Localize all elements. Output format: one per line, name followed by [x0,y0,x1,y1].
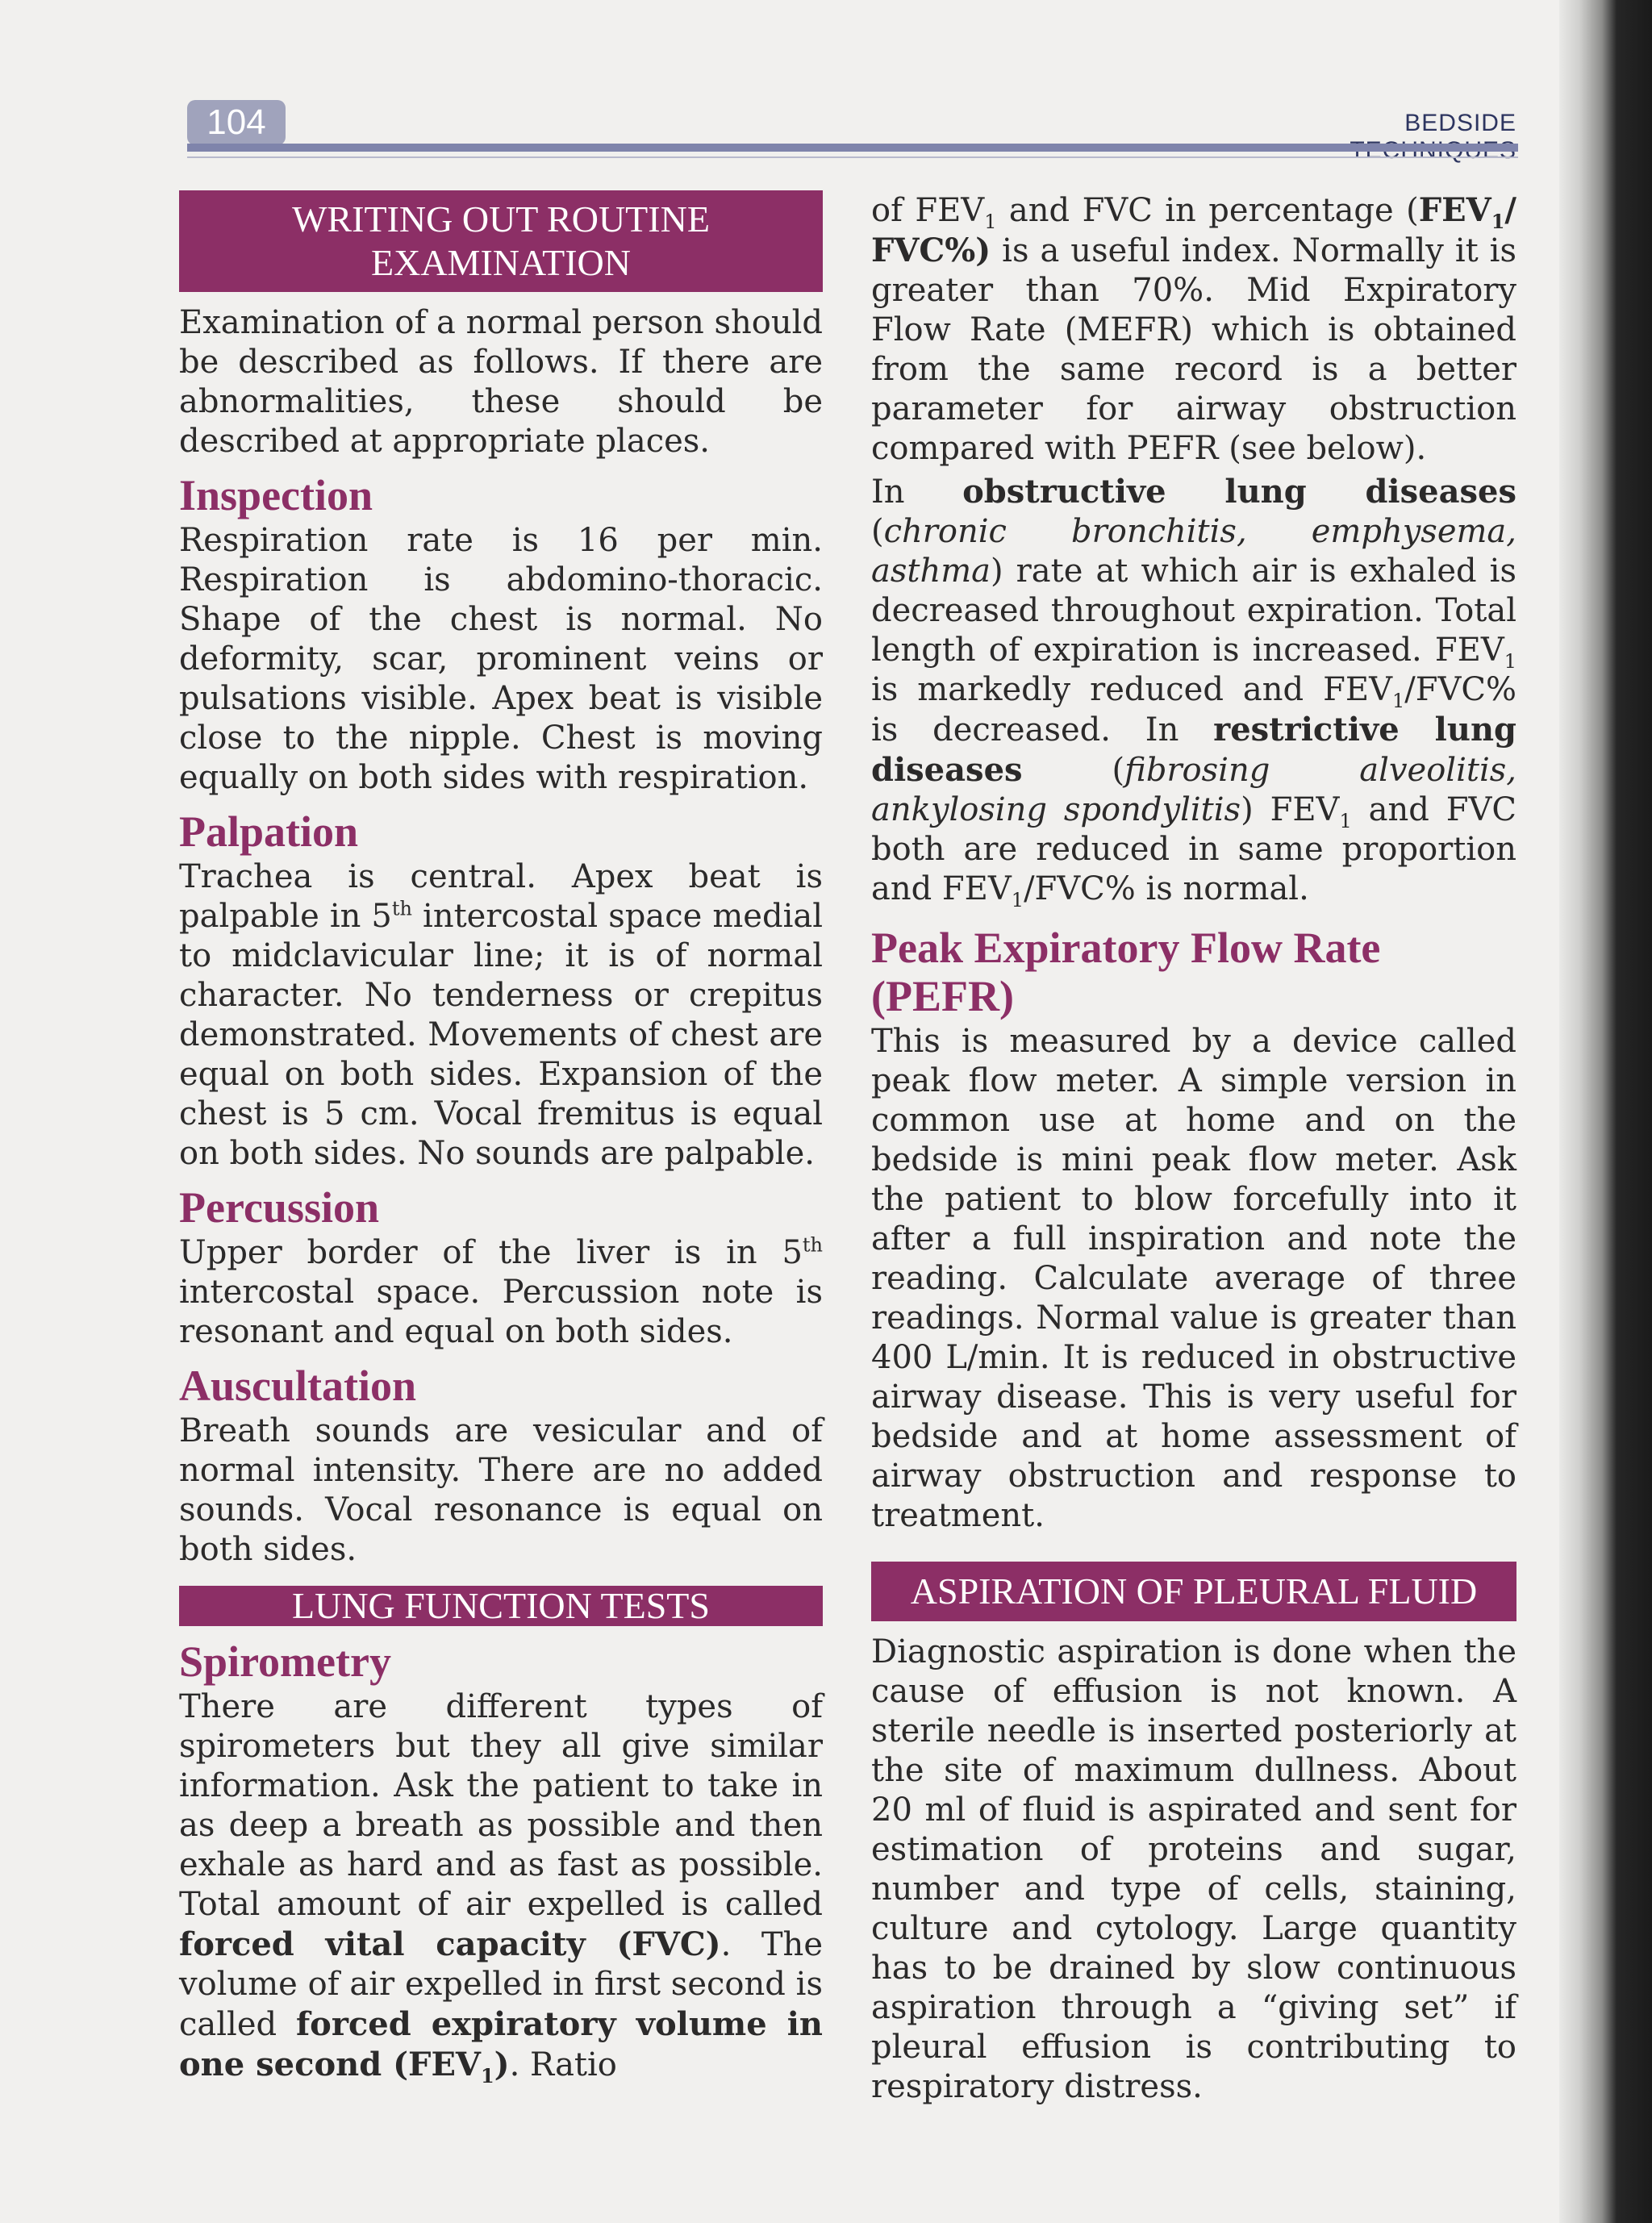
aspiration-paragraph: Diagnostic aspiration is done when the cause of effusion is not known. A sterile needle is inserted posteriorly at the site of maximum dullness. About 20 ml of fluid is aspirated and sent for estimation of proteins and sugar, number and type of cells, staining, culture and cytology. Large quantity has to be drained by slow continuous aspiration through a “giving set” if pleural effusion is contributing to respiratory distress. [871,1633,1516,2105]
palpation-paragraph: Trachea is central. Apex beat is palpable in 5th intercostal space medial to midclavicular line; it is of normal character. No tenderness or crepitus demonstrated. Movements of chest are equal on both sides. Expansion of the chest is 5 cm. Vocal fremitus is equal on both sides. No sounds are palpable. [179,858,824,1172]
spirometry-paragraph: There are different types of spirometers but they all give similar information. Ask the patient to take in as deep a breath as possible and then exhale as hard and as fast as possible. Total amount of air expelled is called forced vital capacity (FVC). The volume of air expelled in first second is called forced expiratory volume in one second $(FEV_1)$. Ratio [179,1688,824,2087]
auscultation-paragraph: Breath sounds are vesicular and of normal intensity. There are no added sounds. Vocal resonance is equal on both sides. [179,1412,823,1568]
left-column [179,190,823,2088]
heading-spirometry: Spirometry [179,1637,391,1686]
fev-ratio-paragraph: of $FEV_1$ and FVC in percentage ($FEV_1/$ FVC%) is a useful index. Normally it is greater than 70%. Mid Expiratory Flow Rate (MEFR) which is obtained from the same record is a better parameter for airway obstruction compared with PEFR (see below). [871,191,1516,467]
heading-pefr: Peak Expiratory Flow Rate (PEFR) [871,924,1381,1020]
percussion-paragraph: Upper border of the liver is in 5th intercostal space. Percussion note is resonant and equal on both sides. [179,1233,823,1350]
header-rule-thin [187,156,1518,158]
page-number: 104 [187,100,286,145]
intro-paragraph: Examination of a normal person should be described as follows. If there are abnormalities, these should be described at appropriate places. [179,304,823,460]
heading-inspection: Inspection [179,471,373,519]
section-banner-pleural-fluid [871,1562,1516,1621]
banner-title: ASPIRATION OF PLEURAL FLUID [910,1570,1478,1612]
heading-percussion: Percussion [179,1183,380,1232]
header-rule [187,144,1518,152]
right-column [871,190,1516,2110]
book-binding-shadow [1559,0,1652,2223]
inspection-paragraph: Respiration rate is 16 per min. Respiration is abdomino-thoracic. Shape of the chest is normal. No deformity, scar, prominent veins or pulsations visible. Apex beat is visible close to the nipple. Chest is moving equally on both sides with respiration. [179,522,823,796]
banner-title: LUNG FUNCTION TESTS [292,1585,710,1626]
heading-auscultation: Auscultation [179,1362,417,1410]
heading-palpation: Palpation [179,807,359,856]
section-banner-routine-examination [179,190,823,292]
section-banner-lung-function-tests [179,1586,823,1626]
pefr-paragraph: This is measured by a device called peak flow meter. A simple version in common use at home and on the bedside is mini peak flow meter. Ask the patient to blow forcefully into it after a full inspiration and note the reading. Calculate average of three readings. Normal value is greater than 400 L/min. It is reduced in obstructive airway disease. This is very useful for bedside and at home assessment of airway obstruction and response to treatment. [871,1023,1516,1534]
running-head: BEDSIDE [1404,110,1516,136]
lung-diseases-paragraph: In obstructive lung diseases (chronic bronchitis, emphysema, asthma) rate at which air is exhaled is decreased throughout expiration. Total length of expiration is increased. $FEV_1$ is markedly reduced and $FEV_1/FVC\%$ is decreased. In restrictive lung diseases (fibrosing alveolitis, ankylosing spondylitis) $FEV_1$ and FVC both are reduced in same proportion and $FEV_1/FVC\%$ is normal. [871,473,1516,911]
banner-title: WRITING OUT ROUTINE EXAMINATION [292,198,710,283]
